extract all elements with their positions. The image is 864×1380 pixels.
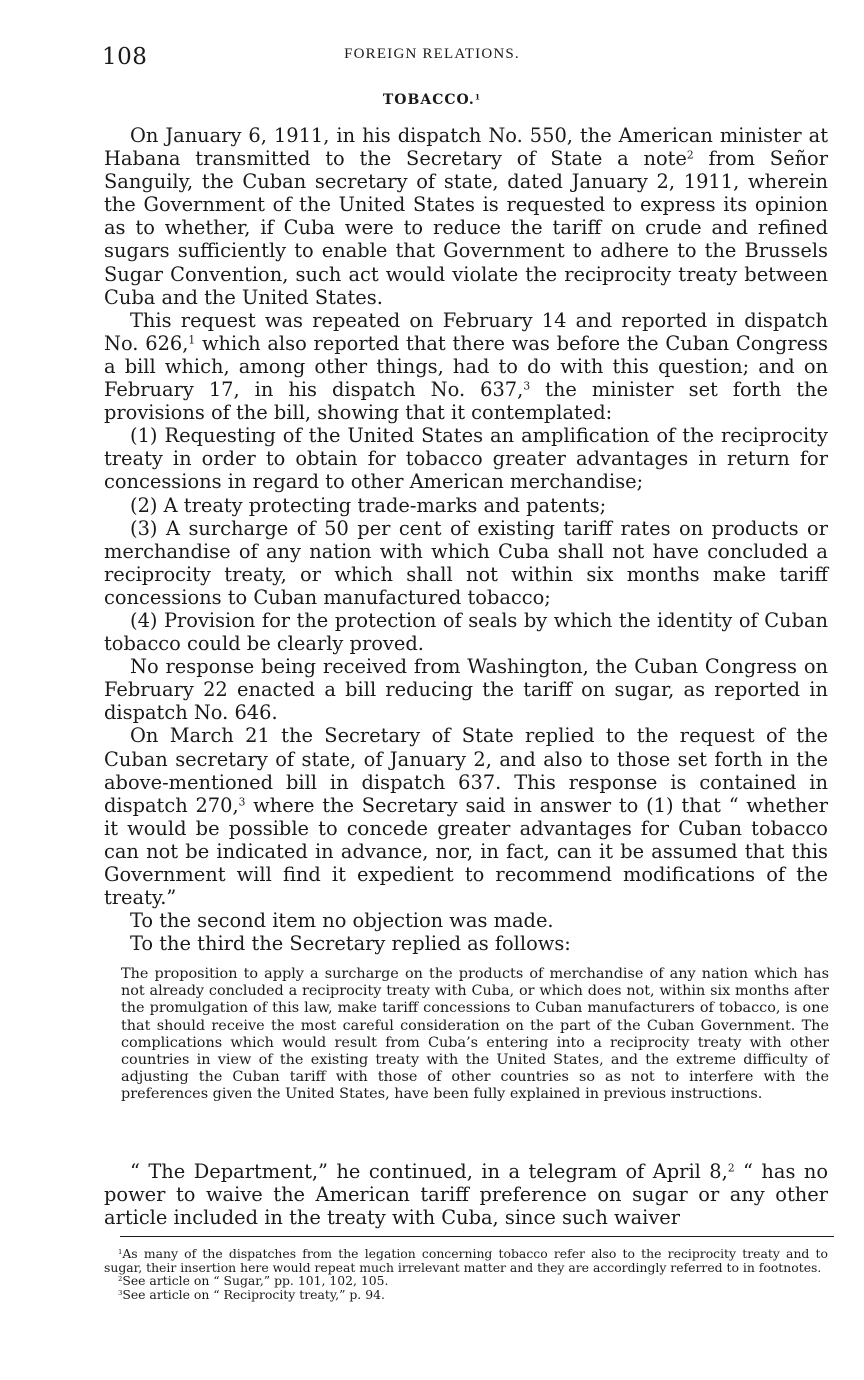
- list-item: (4) Provision for the protection of seals by which the identity of Cuban tobacco could be clearly proved.: [104, 608, 828, 656]
- footnote-ref: 3: [523, 379, 531, 393]
- paragraph-dispatch-550: [104, 124, 828, 309]
- footnote-mark: 1: [118, 1247, 123, 1256]
- body-text: [104, 124, 828, 955]
- text-run: This request was repeated on February 14 and reported in dispatch No. 626,: [104, 308, 828, 355]
- footnote-mark: 3: [118, 1288, 123, 1297]
- list-item: (3) A surcharge of 50 per cent of existing tariff rates on products or merchandise of any nation with which Cuba shall not have concluded a reciprocity treaty, or which shall not within six months make tariff concessions to Cuban manufactured tobacco;: [104, 516, 828, 609]
- block-quote: The proposition to apply a surcharge on the products of merchandise of any nation which has not already concluded a reciprocity treaty with Cuba, or which does not, within six months after the promulgation of this law, make tariff concessions to Cuban manufacturers of tobacco, is one that should receive the most careful consideration on the part of the Cuban Government. The complications which would result from Cuba’s entering into a reciprocity treaty with other countries in view of the existing treaty with the United States, and the extreme difficulty of adjusting the Cuban tariff with those of other countries so as not to interfere with the preferences given the United States, have been fully explained in previous instructions.: [121, 966, 829, 1103]
- running-head: FOREIGN RELATIONS.: [344, 46, 520, 62]
- footnote: [104, 1247, 828, 1274]
- paragraph-second-item: To the second item no objection was made.: [130, 909, 554, 933]
- footnote-divider: [120, 1236, 834, 1237]
- text-run: where the Secretary said in answer to (1) that “ whether it would be possible to concede greater advantages for Cuban tobacco can not be indicated in advance, nor, in fact, can it be assumed that this Government will find it expedient to recommend modifications of the treaty.”: [104, 793, 828, 910]
- text-run: On January 6, 1911, in his dispatch No. 550, the American minister at Habana transmitted to the Secretary of State a note: [104, 124, 828, 171]
- list-item: (1) Requesting of the United States an amplification of the reciprocity treaty in order to obtain for tobacco greater advantages in return for concessions in regard to other American merchandise;: [104, 424, 828, 494]
- footnote-text: As many of the dispatches from the legation concerning tobacco refer also to the reciprocity treaty and to sugar, their insertion here would repeat much irrelevant matter and they are accordingly referred to in footnotes.: [104, 1246, 828, 1275]
- text-run: from Señor Sanguily, the Cuban secretary of state, dated January 2, 1911, wherein the Government of the United States is requested to express its opinion as to whether, if Cuba were to reduce the tariff on crude and refined sugars sufficiently to enable that Government to adhere to the Brussels Sugar Convention, such act would violate the reciprocity treaty between Cuba and the United States.: [104, 147, 828, 309]
- section-title: [0, 92, 864, 108]
- footnote-ref: 3: [238, 795, 246, 809]
- footnote-ref: 1: [188, 333, 196, 347]
- text-run: On March 21 the Secretary of State replied to the request of the Cuban secretary of state, of January 2, and also to those set forth in the above-mentioned bill in dispatch 637. This response is contained in dispatch 270,: [104, 724, 828, 817]
- footnote: [104, 1288, 828, 1302]
- page-number: 108: [102, 44, 148, 70]
- text-run: “ has no power to waive the American tariff preference on sugar or any other article included in the treaty with Cuba, since such waiver: [104, 1160, 829, 1230]
- footnote-ref: 2: [727, 1161, 735, 1175]
- section-title-text: TOBACCO.: [382, 92, 475, 108]
- text-run: which also reported that there was before the Cuban Congress a bill which, among other things, had to do with this question; and on February 17, in his dispatch No. 637,: [104, 331, 828, 402]
- text-run: “ The Department,” he continued, in a telegram of April 8,: [130, 1160, 728, 1183]
- paragraph-department: [104, 1160, 828, 1229]
- paragraph-march-21: [104, 724, 828, 909]
- footnotes: [104, 1247, 828, 1301]
- footnote-text: See article on “ Sugar,” pp. 101, 102, 105.: [122, 1273, 389, 1289]
- footnote-text: See article on “ Reciprocity treaty,” p. 94.: [122, 1286, 385, 1302]
- text-run: the minister set forth the provisions of the bill, showing that it contemplated:: [104, 378, 828, 425]
- paragraph-request-repeated: [104, 309, 828, 424]
- footnote-mark: 2: [118, 1275, 123, 1284]
- footnote-ref: 2: [686, 148, 694, 162]
- footnote: [104, 1274, 828, 1288]
- paragraph-third-item: To the third the Secretary replied as follows:: [130, 932, 571, 956]
- body-text-continued: [104, 1160, 828, 1229]
- paragraph-no-response: No response being received from Washington, the Cuban Congress on February 22 enacted a bill reducing the tariff on sugar, as reported in dispatch No. 646.: [104, 655, 828, 725]
- list-item: (2) A treaty protecting trade-marks and patents;: [130, 493, 607, 517]
- footnote-ref: 1: [474, 92, 482, 102]
